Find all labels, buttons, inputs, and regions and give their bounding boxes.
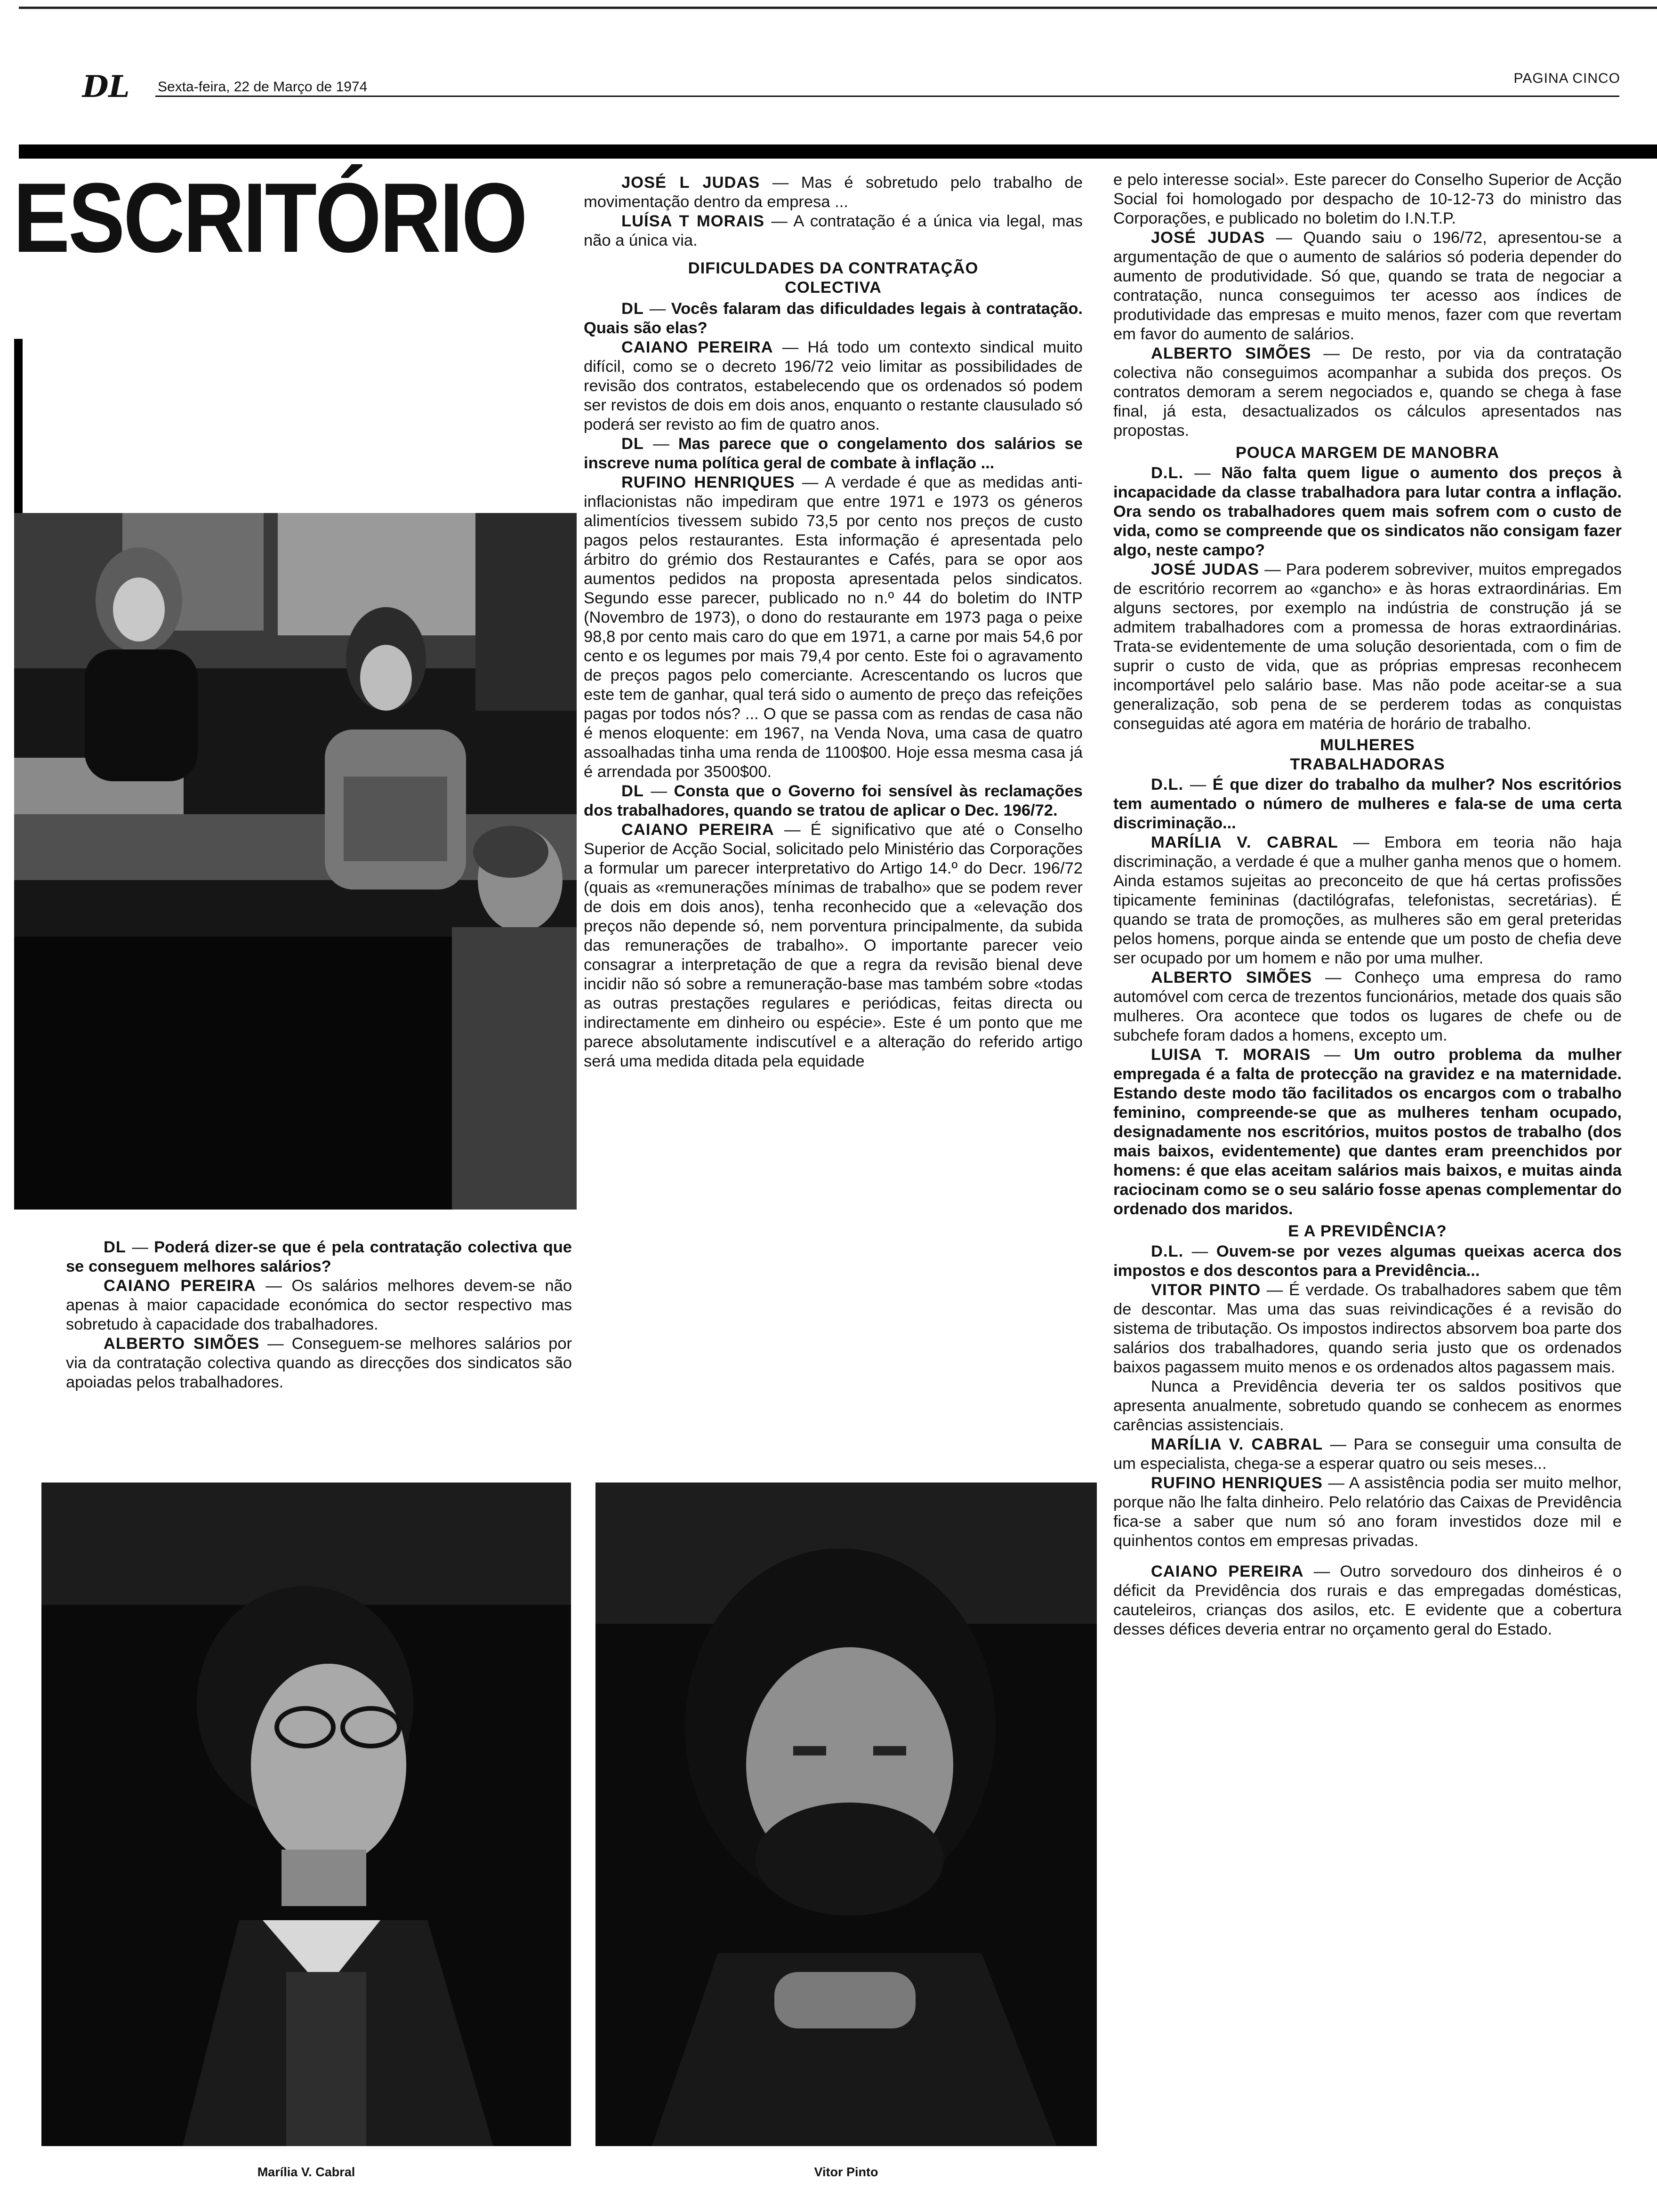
page-label: PAGINA CINCO <box>1513 71 1620 86</box>
photo-vitor-pinto <box>595 1483 1097 2146</box>
col-right-item: ALBERTO SIMÕES — De resto, por via da contratação colectiva não conseguimos acompanhar a subida dos preços. Os contratos demoram a serem negociados e, quando se chega à fase final, já esta, desactualizados os cálculos apresentados nas propostas. <box>1113 345 1622 440</box>
col-right-item: Nunca a Previdência deveria ter os saldos positivos que apresenta anualmente, sobretudo quando se conhecem as enormes carências assistenciais. <box>1113 1378 1622 1434</box>
col-right-item: VITOR PINTO — É verdade. Os trabalhadores sabem que têm de descontar. Mas uma das suas reivindicações é a revisão do sistema de tributação. Os impostos indirectos absorvem boa parte dos salários dos trabalhadores, quando seria justo que os ordenados baixos pagassem muito menos e os ordenados altos pagassem mais. <box>1113 1281 1622 1376</box>
col-mid-item: DL — Vocês falaram das dificuldades legais à contratação. Quais são elas? <box>584 300 1083 337</box>
section-heading: MULHERES TRABALHADORAS <box>1290 736 1445 773</box>
col-right-item: RUFINO HENRIQUES — A assistência podia ser muito melhor, porque não lhe falta dinheiro. Pelo relatório das Caixas de Previdência fica-se a saber que num só ano foram investidos doze mil e quinhentos contos em empresas privadas. <box>1113 1474 1622 1550</box>
page-top-rule <box>19 7 1657 9</box>
header-date: Sexta-feira, 22 de Março de 1974 <box>158 79 368 95</box>
col-right-item: MARÍLIA V. CABRAL — Embora em teoria não haja discriminação, a verdade é que a mulher ganha menos que o homem. Ainda estamos sujeitas ao preconceito de que há certas profissões tipicamente femininas (dactilógrafas, telefonistas, secretárias). É quando se trata de promoções, as mulheres são em geral preteridas pelos homens, porque ainda se entende que um posto de chefia deve ser ocupado por um homem e não por uma mulher. <box>1113 834 1622 967</box>
caption-left-photo: Marília V. Cabral <box>257 2165 355 2179</box>
photo-vitor-pinto-image <box>595 1483 1097 2146</box>
col-left-item: CAIANO PEREIRA — Os salários melhores devem-se não apenas à maior capacidade económica do sector respectivo mas sobretudo à capacidade dos trabalhadores. <box>66 1277 572 1333</box>
section-heading: E A PREVIDÊNCIA? <box>1288 1222 1447 1240</box>
col-mid-item: DL — Consta que o Governo foi sensível às reclamações dos trabalhadores, quando se tratou de aplicar o Dec. 196/72. <box>584 782 1083 819</box>
section-heading: POUCA MARGEM DE MANOBRA <box>1235 444 1500 462</box>
photo-group-meeting-image <box>14 513 577 1210</box>
col-mid-item: LUÍSA T MORAIS — A contratação é a única via legal, mas não a única via. <box>584 212 1083 249</box>
caption-right-photo: Vitor Pinto <box>814 2165 878 2179</box>
col-right-item: ALBERTO SIMÕES — Conheço uma empresa do ramo automóvel com cerca de trezentos funcionários, metade dos quais são mulheres. Ora acontece que todos os lugares de chefe ou de subchefe foram dados a homens, excepto um. <box>1113 969 1622 1044</box>
col-right-item: MARÍLIA V. CABRAL — Para se conseguir uma consulta de um especialista, chega-se a esperar quatro ou seis meses... <box>1113 1435 1622 1473</box>
col-mid-item: RUFINO HENRIQUES — A verdade é que as medidas anti-inflacionistas não impediram que entre 1971 e 1973 os géneros alimentícios tivessem subido 73,5 por cento nos preços de custo pagos pelos restaurantes. Esta informação é apresentada pelo árbitro do grémio dos Restaurantes e Cafés, para se opor aos aumentos pedidos na proposta apresentada pelos sindicatos. Segundo esse parecer, publicado no n.º 44 do boletim do INTP (Novembro de 1973), o dono do restaurante em 1973 paga o peixe 98,8 por cento mais caro do que em 1971, a carne por mais 54,6 por cento e os legumes por mais 79,4 por cento. Este foi o agravamento de preços pagos pelo comerciante. Acrescentando os lucros que este tem de ganhar, qual terá sido o aumento de preço das refeições pagas por todos nós? ... O que se passa com as rendas de casa não é menos eloquente: em 1967, na Venda Nova, uma casa de quatro assoalhadas tinha uma renda de 1100$00. Hoje essa mesma casa já é arrendada por 3500$00. <box>584 473 1083 781</box>
col-left-item: DL — Poderá dizer-se que é pela contratação colectiva que se conseguem melhores salários? <box>66 1238 572 1275</box>
col-mid-item: DL — Mas parece que o congelamento dos salários se inscreve numa política geral de combate à inflação ... <box>584 435 1083 472</box>
col-right-item: D.L. — É que dizer do trabalho da mulher? Nos escritórios tem aumentado o número de mulheres e fala-se de uma certa discriminação... <box>1113 776 1622 832</box>
masthead-logo: DL <box>82 69 130 104</box>
col-right-item: JOSÉ JUDAS — Quando saiu o 196/72, apresentou-se a argumentação de que o aumento de salários só poderia depender do aumento de produtividade. Só que, quando se trata de negociar a contratação, nunca conseguimos ter acesso aos índices de produtividade das empresas e muito menos, fazer com que revertam em favor do aumento de salários. <box>1113 229 1622 343</box>
col-right-item: LUISA T. MORAIS — Um outro problema da mulher empregada é a falta de protecção na gravidez e na maternidade. Estando deste modo tão facilitados os encargos com o trabalho feminino, compreende-se que as mulheres tenham ocupado, designadamente nos escritórios, muitos postos de trabalho (dos mais baixos, evidentemente) que dantes eram preenchidos por homens: é que elas aceitam salários mais baixos, e muitas ainda raciocinam como se o seu salário fosse apenas complementar do ordenado dos maridos. <box>1113 1046 1622 1218</box>
headline: ESCRITÓRIO <box>13 162 526 273</box>
photo-group-meeting <box>14 513 577 1210</box>
section-heading: DIFICULDADES DA CONTRATAÇÃO COLECTIVA <box>688 259 979 297</box>
col-right-item: D.L. — Não falta quem ligue o aumento dos preços à incapacidade da classe trabalhadora para lutar contra a inflação. Ora sendo os trabalhadores quem mais sofrem com o custo de vida, como se compreende que os sindicatos não consigam fazer algo, neste campo? <box>1113 464 1622 559</box>
photo-marilia-cabral-image <box>41 1483 571 2146</box>
column-middle <box>584 173 1083 1071</box>
col-mid-item: CAIANO PEREIRA — Há todo um contexto sindical muito difícil, como se o decreto 196/72 veio limitar as possibilidades de revisão dos contratos, estabelecendo que os ordenados só podem ser revistos de dois em dois anos, enquanto o restante clausulado só poderá ser revisto ao fim de quatro anos. <box>584 338 1083 433</box>
col-mid-item: JOSÉ L JUDAS — Mas é sobretudo pelo trabalho de movimentação dentro da empresa ... <box>584 174 1083 211</box>
col-left-item: ALBERTO SIMÕES — Conseguem-se melhores salários por via da contratação colectiva quando as direcções dos sindicatos são apoiadas pelos trabalhadores. <box>66 1335 572 1391</box>
col-mid-item: CAIANO PEREIRA — É significativo que até o Conselho Superior de Acção Social, solicitado pelo Ministério das Corporações a formular um parecer interpretativo do Artigo 14.º do Decr. 196/72 (quais as «remunerações mínimas de trabalho» que se podem rever de dois em dois anos), tenha reconhecido que a «elevação dos preços não depende só, nem porventura principalmente, da subida das remunerações de trabalho». O importante parecer veio consagrar a interpretação de que a regra da revisão bienal deve incidir não só sobre a remuneração-base mas também sobre «todas as outras prestações regulares e periódicas, feitas directa ou indirectamente em dinheiro ou espécie». Este é um ponto que me parece absolutamente indiscutível e a alteração do referido artigo será uma medida ditada pela equidade <box>584 821 1083 1070</box>
photo-marilia-cabral <box>41 1483 571 2146</box>
header-rule <box>155 96 1619 97</box>
column-right <box>1113 170 1622 1639</box>
headline-decor-bar <box>14 339 23 518</box>
col-right-item: e pelo interesse social». Este parecer do Conselho Superior de Acção Social foi homologado por despacho de 10-12-73 do ministro das Corporações, e publicado no boletim do I.N.T.P. <box>1113 171 1622 227</box>
column-left <box>66 1238 572 1392</box>
col-right-item: CAIANO PEREIRA — Outro sorvedouro dos dinheiros é o déficit da Previdência dos rurais e das empregadas domésticas, cauteleiros, crianças dos asilos, etc. E evidente que a cobertura desses défices deveria entrar no orçamento geral do Estado. <box>1113 1563 1622 1638</box>
col-right-item: D.L. — Ouvem-se por vezes algumas queixas acerca dos impostos e dos descontos para a Previdência... <box>1113 1242 1622 1280</box>
section-bar <box>19 144 1657 159</box>
col-right-item: JOSÉ JUDAS — Para poderem sobreviver, muitos empregados de escritório recorrem ao «gancho» e às horas extraordinárias. Em alguns sectores, por exemplo na indústria de construção já se admitem trabalhadores com a promessa de horas extraordinárias. Trata-se evidentemente de uma solução desorientada, com o fim de suprir o custo de vida, que as próprias empresas reconhecem incomportável pelo salário base. Mas não pode aceitar-se a sua generalização, sob pena de se perderem todas as conquistas conseguidas até agora em matéria de horário de trabalho. <box>1113 561 1622 733</box>
